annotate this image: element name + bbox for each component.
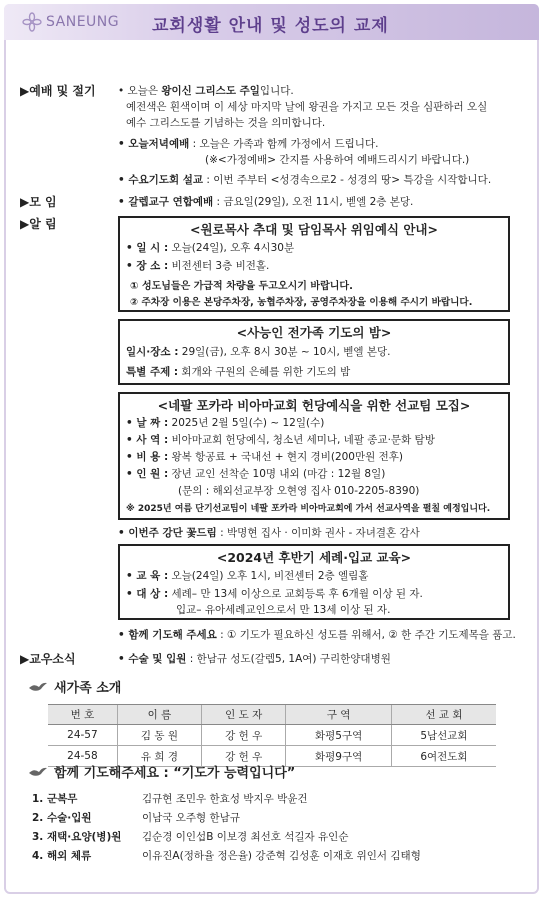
box-row — [126, 586, 423, 601]
prayer-item-names: 이남국 오주형 한남규 — [142, 812, 240, 824]
table-row — [48, 725, 496, 746]
prayer-item-label: 2. 수술·입원 — [32, 812, 92, 824]
table-cell: 강 헌 우 — [202, 746, 286, 767]
text: • 오늘은 — [118, 85, 162, 97]
box-row: ② 주차장 이용은 본당주차장, 농협주차장, 공영주차장을 이용해 주시기 바랍니다. — [130, 297, 473, 308]
text-bold: 왕이신 그리스도 주일 — [161, 85, 260, 97]
text: 회개와 구원의 은혜를 위한 기도의 밤 — [178, 366, 351, 378]
table-cell: 화평9구역 — [286, 746, 392, 767]
prayer-item-label: 3. 재택·요양(병)원 — [32, 831, 122, 843]
dove-icon — [28, 681, 48, 693]
text: : 금요일(29일), 오전 11시, 벧엘 2층 본당. — [213, 196, 414, 208]
text: : 오늘은 가족과 함께 가정에서 드립니다. — [189, 138, 379, 150]
box-row — [126, 240, 294, 255]
prayer-item-names: 김순경 이인섭B 이보경 최선호 석길자 유인순 — [142, 831, 349, 843]
pray-together-line — [118, 627, 516, 642]
text: 장년 교인 선착순 10명 내외 (마감 : 12월 8일) — [168, 468, 386, 480]
section-title: 새가족 소개 — [54, 681, 122, 696]
text-bold: • 갈렙교구 연합예배 — [118, 196, 214, 208]
text-bold: • 함께 기도해 주세요 — [118, 629, 217, 641]
table-cell: 유 희 경 — [117, 746, 201, 767]
table-cell: 5남선교회 — [391, 725, 496, 746]
table-header-row — [48, 705, 496, 725]
page-header — [4, 4, 539, 40]
text: 오늘(24일), 오후 4시30분 — [168, 242, 295, 254]
prayer-item-names: 김규현 조민우 한효성 박지우 박윤건 — [142, 793, 308, 805]
prayer-item — [32, 810, 240, 825]
text-bold: • 장 소 : — [126, 260, 169, 272]
box-title: <원로목사 추대 및 담임목사 위임예식 안내> — [190, 222, 438, 237]
prayer-item-names: 이유진A(정하율 정은율) 강준혁 김성훈 이재호 위인서 김태형 — [142, 850, 421, 862]
worship-line-6 — [118, 172, 491, 187]
text-bold: • 대 상 : — [126, 588, 169, 600]
table-header: 선 교 회 — [391, 705, 496, 725]
table-header: 인 도 자 — [202, 705, 286, 725]
box-row: ① 성도님들은 가급적 차량을 두고오시기 바랍니다. — [130, 281, 353, 292]
table-cell: 24-57 — [48, 725, 117, 746]
text: 왕복 항공료 + 국내선 + 현지 경비(200만원 전후) — [168, 451, 403, 463]
table-cell: 강 헌 우 — [202, 725, 286, 746]
box-row — [126, 432, 435, 447]
worship-line-4 — [118, 136, 378, 151]
worship-line-5: (※<가정예배> 간지를 사용하여 예배드리시기 바랍니다.) — [205, 154, 470, 166]
logo-text: SANEUNG — [46, 14, 120, 30]
members-news-label: ▶교우소식 — [20, 652, 76, 666]
box-row — [126, 415, 324, 430]
notice-box-ceremony — [118, 216, 510, 312]
text: 입니다. — [259, 85, 294, 97]
notice-box-mission — [118, 392, 510, 520]
box-row: ※ 2025년 여름 단기선교팀이 네팔 포카라 비아마교회에 가서 선교사역을 펼칠 예정입니다. — [126, 504, 491, 514]
new-family-table — [48, 704, 496, 767]
table-cell: 화평5구역 — [286, 725, 392, 746]
box-row: (문의 : 해외선교부장 오현영 집사 010-2205-8390) — [178, 485, 420, 497]
flowers-line — [118, 525, 420, 540]
notice-box-baptism — [118, 544, 510, 620]
prayer-item — [32, 848, 421, 863]
text: : ① 기도가 필요하신 성도를 위해서, ② 한 주간 기도제목을 품고. — [216, 629, 516, 641]
new-family-title — [28, 677, 121, 696]
box-row — [126, 568, 368, 583]
text: 2025년 2월 5일(수) ~ 12일(수) — [168, 417, 325, 429]
worship-label: ▶예배 및 절기 — [20, 84, 96, 98]
prayer-item — [32, 791, 308, 806]
text-bold: • 날 짜 : — [126, 417, 169, 429]
section-title: 함께 기도해주세요 : “기도가 능력입니다” — [54, 766, 296, 781]
box-row — [126, 258, 269, 273]
text-bold: 특별 주제 : — [126, 366, 179, 378]
logo — [22, 12, 119, 32]
text: 비전센터 3층 비전홀. — [168, 260, 270, 272]
table-cell: 6여전도회 — [391, 746, 496, 767]
flower-logo-icon — [22, 12, 42, 32]
box-row: 입교– 유아세례교인으로서 만 13세 이상 된 자. — [176, 604, 391, 616]
text: 오늘(24일) 오후 1시, 비전센터 2층 엘림홀 — [168, 570, 369, 582]
prayer-item-label: 1. 군복무 — [32, 793, 78, 805]
text-bold: • 수술 및 입원 — [118, 653, 187, 665]
notice-label: ▶알 림 — [20, 217, 57, 231]
meeting-label: ▶모 임 — [20, 195, 57, 209]
box-row — [126, 466, 385, 481]
table-header: 이 름 — [117, 705, 201, 725]
prayer-item-label: 4. 해외 체류 — [32, 850, 92, 862]
table-cell: 24-58 — [48, 746, 117, 767]
prayer-list-title — [28, 762, 295, 781]
box-row — [126, 364, 350, 379]
text: 비아마교회 헌당예식, 청소년 세미나, 네팔 종교·문화 탐방 — [168, 434, 435, 446]
text-bold: 일시·장소 : — [126, 346, 179, 358]
text-bold: • 인 원 : — [126, 468, 169, 480]
text: 세례– 만 13세 이상으로 교회등록 후 6개월 이상 된 자. — [168, 588, 423, 600]
worship-line-3: 예수 그리스도를 기념하는 것을 의미합니다. — [126, 117, 326, 129]
box-title: <2024년 후반기 세례·입교 교육> — [216, 550, 412, 565]
box-row — [126, 449, 403, 464]
worship-line-1 — [118, 83, 294, 98]
table-header: 구 역 — [286, 705, 392, 725]
table-cell: 김 동 원 — [117, 725, 201, 746]
text: 29일(금), 오후 8시 30분 ~ 10시, 벧엘 본당. — [178, 346, 391, 358]
members-news-line — [118, 651, 391, 666]
box-title: <사능인 전가족 기도의 밤> — [236, 325, 392, 340]
text-bold: • 비 용 : — [126, 451, 169, 463]
text-bold: • 이번주 강단 꽃드림 — [118, 527, 217, 539]
text: : 박명현 집사 · 이미화 권사 - 자녀결혼 감사 — [216, 527, 420, 539]
text: : 이번 주부터 <성경속으로2 - 성경의 땅> 특강을 시작합니다. — [203, 174, 492, 186]
text-bold: • 오늘저녁예배 — [118, 138, 190, 150]
text-bold: • 일 시 : — [126, 242, 169, 254]
meeting-line — [118, 194, 413, 209]
box-title: <네팔 포카라 비아마교회 헌당예식을 위한 선교팀 모집> — [157, 398, 471, 413]
box-row — [126, 344, 390, 359]
notice-box-prayer-night — [118, 319, 510, 385]
text-bold: • 사 역 : — [126, 434, 169, 446]
worship-line-2: 예전색은 흰색이며 이 세상 마지막 날에 왕권을 가지고 모든 것을 심판하러 오실 — [126, 101, 488, 113]
prayer-item — [32, 829, 348, 844]
text-bold: • 수요기도회 설교 — [118, 174, 204, 186]
text-bold: • 교 육 : — [126, 570, 169, 582]
dove-icon — [28, 766, 48, 778]
text: : 한남규 성도(갈렙5, 1A여) 구리한양대병원 — [186, 653, 391, 665]
table-header: 번 호 — [48, 705, 117, 725]
page-title: 교회생활 안내 및 성도의 교제 — [152, 16, 389, 36]
